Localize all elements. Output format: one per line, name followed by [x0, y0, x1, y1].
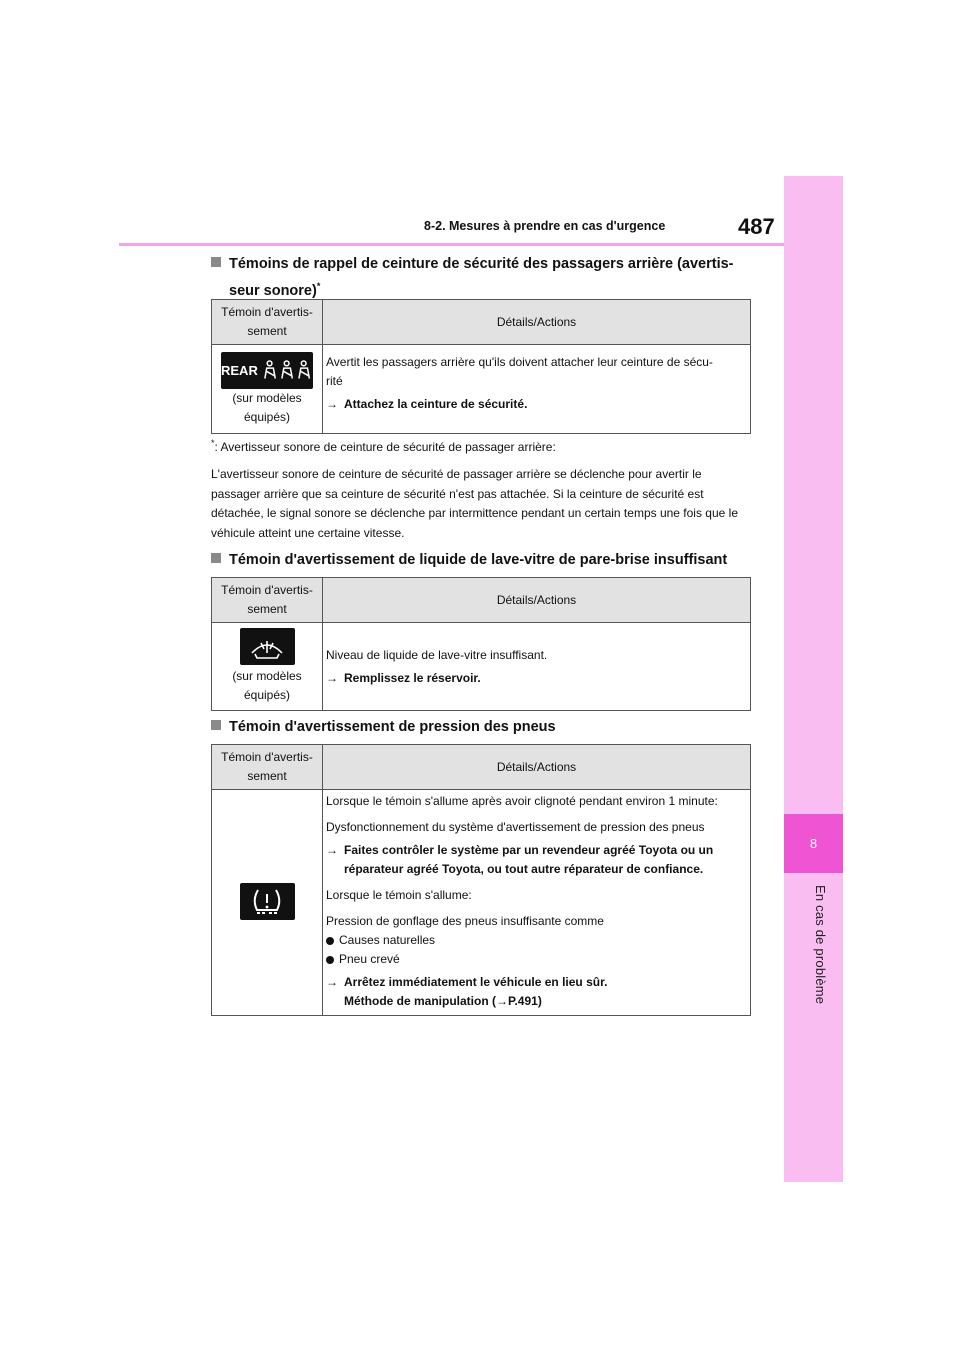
col-header-warning: Témoin d'avertis- sement	[212, 578, 323, 623]
page-ref-link[interactable]: P.491	[508, 994, 538, 1008]
rear-seatbelt-reminder-icon: REAR	[221, 352, 313, 389]
washer-action: → Remplissez le réservoir.	[326, 670, 481, 685]
chapter-side-tab	[784, 176, 843, 1182]
tire-table	[211, 744, 751, 1016]
col-header-warning: Témoin d'avertis- sement	[212, 745, 323, 790]
seatbelt-action: → Attachez la ceinture de sécurité.	[326, 397, 528, 411]
seatbelt-icon-cell	[212, 345, 323, 434]
equipped-note: (sur modèles équipés)	[232, 390, 302, 424]
tire-details: Lorsque le témoin s'allume après avoir clignoté pendant environ 1 minute: Dysfonctionnement du système d'avertissement de pression des pneus → Faites contrôler le système par un revendeur agréé Toyota ou un réparateur agréé Toyota, ou tout autre réparateur de confiance. Lorsque le témoin s'allume: Pression de gonflage des pneus insuffisante comme Causes naturelles Pneu crevé → Arrêtez immédiatement le véhicule en lieu sûr. Méthode de manipulation (→P.491)	[323, 790, 751, 1016]
square-bullet-icon	[211, 257, 221, 267]
col-header-warning: Témoin d'avertis- sement	[212, 300, 323, 345]
section-header: 8-2. Mesures à prendre en cas d'urgence	[424, 219, 666, 233]
section2-heading: Témoin d'avertissement de liquide de lave-vitre de pare-brise insuffisant	[211, 549, 727, 571]
seat-figures-icon	[262, 359, 313, 381]
section1-heading: Témoins de rappel de ceinture de sécurité des passagers arrière (avertis- seur sonore)*	[211, 253, 734, 302]
washer-details: Niveau de liquide de lave-vitre insuffisant. → Remplissez le réservoir.	[323, 623, 751, 711]
footnote: *: Avertisseur sonore de ceinture de sécurité de passager arrière:	[211, 438, 556, 454]
square-bullet-icon	[211, 553, 221, 563]
col-header-details: Détails/Actions	[323, 578, 751, 623]
washer-table	[211, 577, 751, 711]
seatbelt-details: Avertit les passagers arrière qu'ils doivent attacher leur ceinture de sécu- rité → Attachez la ceinture de sécurité.	[323, 345, 751, 434]
col-header-details: Détails/Actions	[323, 745, 751, 790]
bullet-dot-icon	[326, 956, 334, 964]
square-bullet-icon	[211, 720, 221, 730]
chapter-number: 8	[809, 836, 818, 851]
washer-icon-cell	[212, 623, 323, 711]
tire-action-2: → Arrêtez immédiatement le véhicule en lieu sûr. Méthode de manipulation (→P.491)	[326, 975, 608, 1008]
seatbelt-paragraph: L'avertisseur sonore de ceinture de sécurité de passager arrière se déclenche pour avertir le passager arrière que sa ceinture de sécurité n'est pas attachée. Si la ceinture de sécurité est détachée, le signal sonore se déclenche par intermittence pendant un certain temps une fois que le véhicule atteint une certaine vitesse.	[211, 467, 739, 540]
tire-glyph-icon	[249, 886, 285, 916]
bullet-flat-tire: Pneu crevé	[326, 950, 744, 969]
washer-glyph-icon	[247, 633, 287, 661]
chapter-title: En cas de problème	[813, 885, 828, 1005]
page-number: 487	[738, 214, 775, 239]
tire-action-1: → Faites contrôler le système par un revendeur agréé Toyota ou un réparateur agréé Toyota, ou tout autre réparateur de confiance.	[326, 843, 714, 876]
bullet-dot-icon	[326, 937, 334, 945]
section3-heading: Témoin d'avertissement de pression des pneus	[211, 716, 556, 738]
washer-fluid-icon	[240, 628, 295, 665]
header-rule	[119, 243, 784, 246]
tire-icon-cell	[212, 790, 323, 1016]
tire-pressure-warning-icon	[240, 883, 295, 920]
seatbelt-table	[211, 299, 751, 434]
col-header-details: Détails/Actions	[323, 300, 751, 345]
equipped-note: (sur modèles équipés)	[232, 668, 302, 702]
bullet-natural-causes: Causes naturelles	[326, 931, 744, 950]
